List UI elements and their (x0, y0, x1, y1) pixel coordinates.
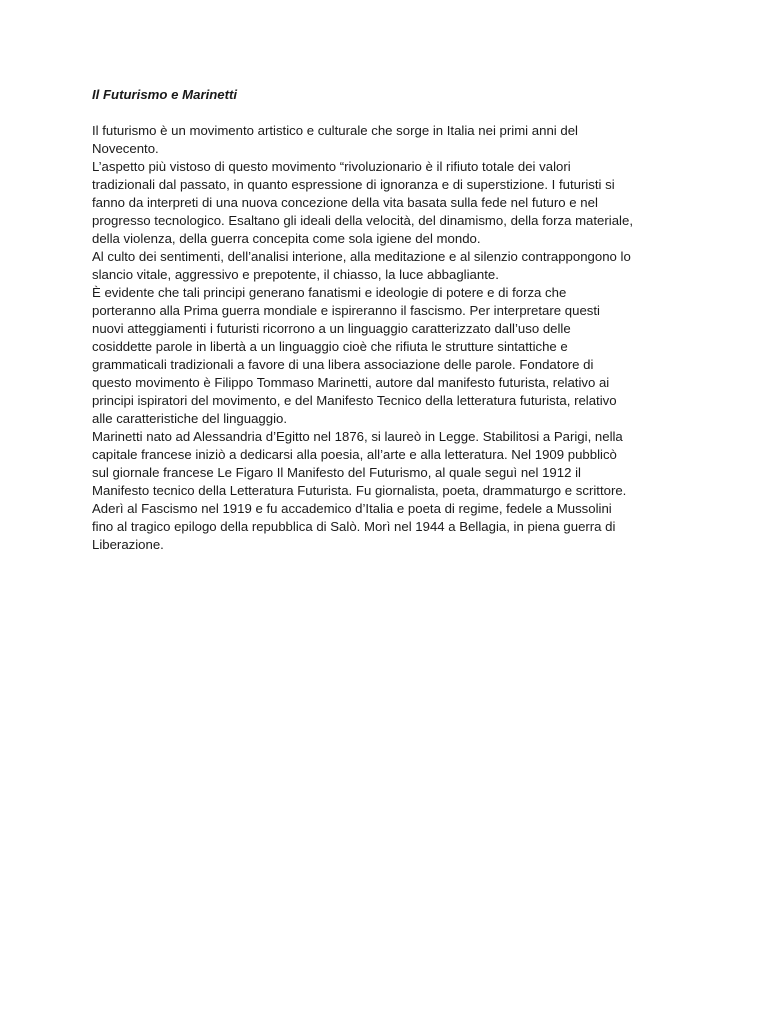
text-line: Aderì al Fascismo nel 1919 e fu accademico d’Italia e poeta di regime, fedele a Mussolini (92, 501, 612, 516)
text-line: Liberazione. (92, 537, 164, 552)
text-line: capitale francese iniziò a dedicarsi alla poesia, all’arte e alla letteratura. Nel 1909 pubblicò (92, 447, 617, 462)
text-line: fino al tragico epilogo della repubblica di Salò. Morì nel 1944 a Bellagia, in piena guerra di (92, 519, 616, 534)
text-line: della violenza, della guerra concepita come sola igiene del mondo. (92, 231, 481, 246)
text-line: cosiddette parole in libertà a un linguaggio cioè che rifiuta le strutture sintattiche e (92, 339, 568, 354)
document-text (92, 122, 676, 554)
text-line: alle caratteristiche del linguaggio. (92, 411, 287, 426)
text-line: sul giornale francese Le Figaro Il Manifesto del Futurismo, al quale seguì nel 1912 il (92, 465, 581, 480)
text-line: questo movimento è Filippo Tommaso Marinetti, autore dal manifesto futurista, relativo ai (92, 375, 610, 390)
text-line: principi ispiratori del movimento, e del Manifesto Tecnico della letteratura futurista, relativo (92, 393, 617, 408)
text-line: progresso tecnologico. Esaltano gli ideali della velocità, del dinamismo, della forza materiale, (92, 213, 633, 228)
text-line: Marinetti nato ad Alessandria d’Egitto nel 1876, si laureò in Legge. Stabilitosi a Parigi, nella (92, 429, 623, 444)
text-line: Novecento. (92, 141, 159, 156)
text-line: nuovi atteggiamenti i futuristi ricorrono a un linguaggio caratterizzato dall’uso delle (92, 321, 571, 336)
text-line: slancio vitale, aggressivo e prepotente, il chiasso, la luce abbagliante. (92, 267, 499, 282)
text-line: Il futurismo è un movimento artistico e culturale che sorge in Italia nei primi anni del (92, 123, 578, 138)
text-line: porteranno alla Prima guerra mondiale e ispireranno il fascismo. Per interpretare questi (92, 303, 600, 318)
text-line: Al culto dei sentimenti, dell’analisi interione, alla meditazione e al silenzio contrappongono lo (92, 249, 631, 264)
document-title: Il Futurismo e Marinetti (92, 87, 238, 102)
text-line: È evidente che tali principi generano fanatismi e ideologie di potere e di forza che (92, 285, 567, 300)
document-body (92, 86, 676, 554)
text-line: L’aspetto più vistoso di questo movimento “rivoluzionario è il rifiuto totale dei valori (92, 159, 571, 174)
text-line: tradizionali dal passato, in quanto espressione di ignoranza e di superstizione. I futuristi si (92, 177, 615, 192)
text-line: Manifesto tecnico della Letteratura Futurista. Fu giornalista, poeta, drammaturgo e scrittore. (92, 483, 627, 498)
text-line: fanno da interpreti di una nuova concezione della vita basata sulla fede nel futuro e nel (92, 195, 598, 210)
text-line: grammaticali tradizionali a favore di una libera associazione delle parole. Fondatore di (92, 357, 594, 372)
